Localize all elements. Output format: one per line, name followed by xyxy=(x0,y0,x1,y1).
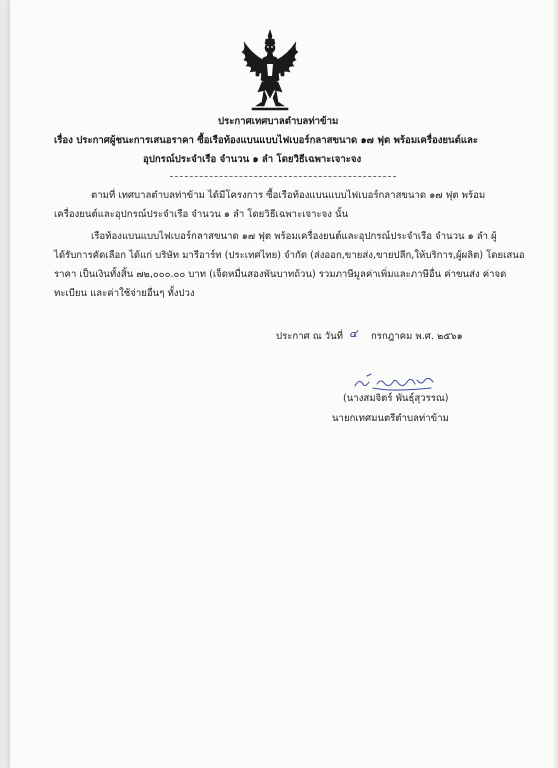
paragraph-2-line-4: ทะเบียน และค่าใช้จ่ายอื่นๆ ทั้งปวง xyxy=(54,288,195,299)
header-divider xyxy=(170,176,396,177)
announcement-month-year: กรกฎาคม พ.ศ. ๒๕๖๑ xyxy=(371,331,463,342)
paragraph-2-line-2: ได้รับการคัดเลือก ได้แก่ บริษัท มารีอาร์ท (ประเทศไทย) จำกัด (ส่งออก,ขายส่ง,ขายปลีก,ให้บริการ,ผู้ผลิต) โดยเสนอ xyxy=(54,250,525,261)
paragraph-1-line-2: เครื่องยนต์และอุปกรณ์ประจำเรือ จำนวน ๑ ลำ โดยวิธีเฉพาะเจาะจง นั้น xyxy=(54,209,349,220)
document-page xyxy=(10,0,558,768)
announcement-date-prefix: ประกาศ ณ วันที่ xyxy=(276,331,343,342)
signer-name: (นางสมจิตร์ พันธุ์สุวรรณ) xyxy=(343,393,449,404)
paragraph-1-line-1: ตามที่ เทศบาลตำบลท่าข้าม ได้มีโครงการ ซื้อเรือท้องแบนแบบไฟเบอร์กลาสขนาด ๑๗ ฟุต พร้อม xyxy=(91,190,486,201)
subject-line-2: อุปกรณ์ประจำเรือ จำนวน ๑ ลำ โดยวิธีเฉพาะเจาะจง xyxy=(143,154,362,165)
announcement-day-handwritten: ๔ xyxy=(349,327,358,340)
page-edge-shadow xyxy=(552,0,558,768)
issuing-organization: ประกาศเทศบาลตำบลท่าข้าม xyxy=(218,116,339,127)
signer-position: นายกเทศมนตรีตำบลท่าข้าม xyxy=(332,413,449,424)
garuda-emblem-icon xyxy=(238,28,302,112)
handwritten-signature xyxy=(353,372,437,394)
paragraph-2-line-1: เรือท้องแบนแบบไฟเบอร์กลาสขนาด ๑๗ ฟุต พร้อมเครื่องยนต์และอุปกรณ์ประจำเรือ จำนวน ๑ ลำ ผู้ xyxy=(91,231,497,242)
paragraph-2-line-3: ราคา เป็นเงินทั้งสิ้น ๗๒,๐๐๐.๐๐ บาท (เจ็ดหมื่นสองพันบาทถ้วน) รวมภาษีมูลค่าเพิ่มและภาษีอื่น ค่าขนส่ง ค่าจด xyxy=(54,269,507,280)
subject-line-1: เรื่อง ประกาศผู้ชนะการเสนอราคา ซื้อเรือท้องแบนแบบไฟเบอร์กลาสขนาด ๑๗ ฟุต พร้อมเครื่องยนต์และ xyxy=(54,135,479,146)
